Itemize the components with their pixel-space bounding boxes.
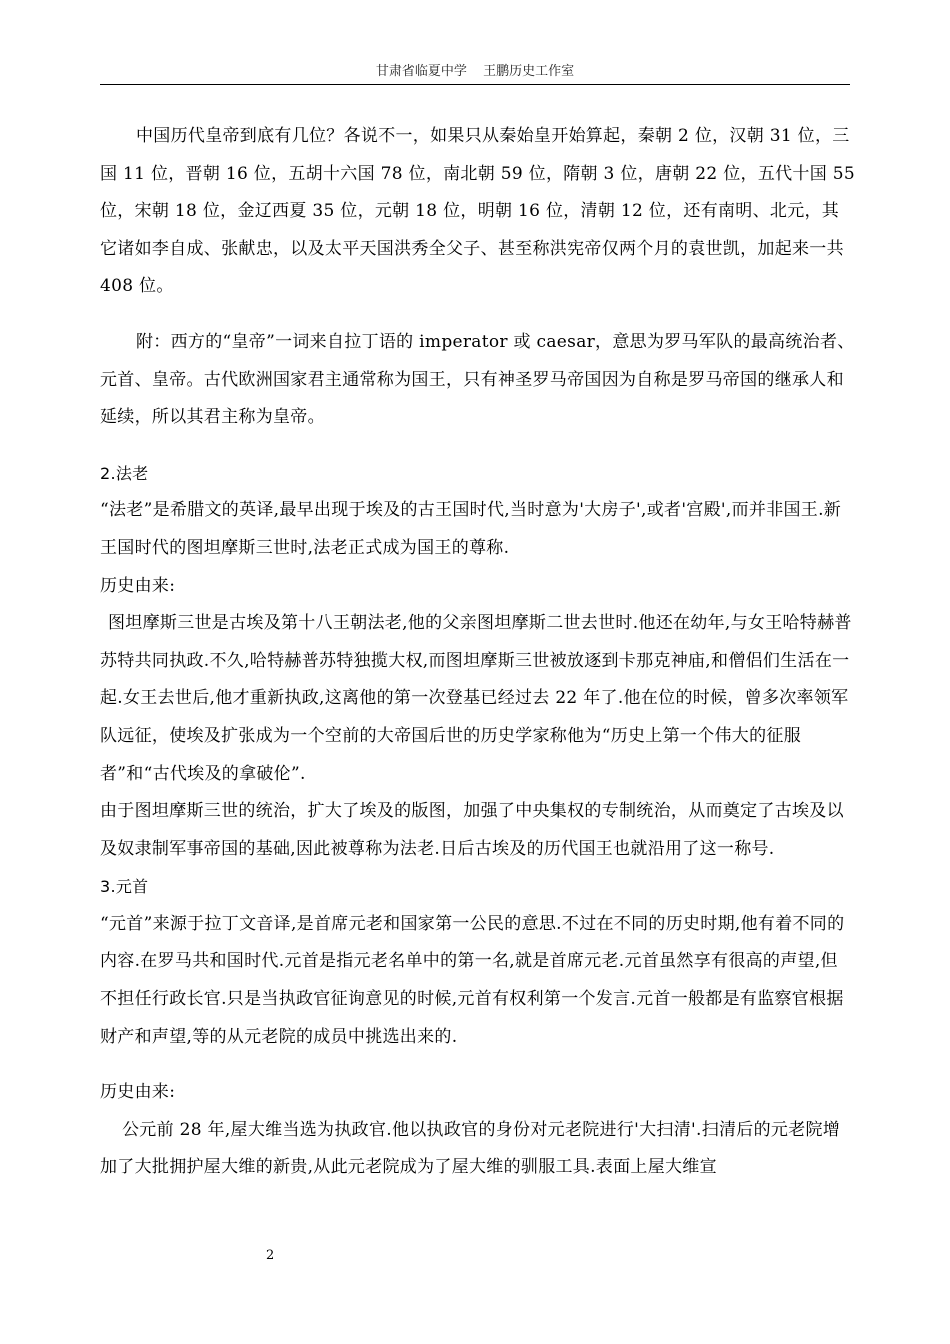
header-school: 甘肃省临夏中学 [375,64,467,79]
section-title-princeps: 3.元首 [100,877,149,897]
label-pharaoh-origin: 历史由来: [100,575,176,596]
section-title-pharaoh: 2.法老 [100,463,149,483]
document-body [100,118,855,1187]
paragraph-appendix: 附：西方的“皇帝”一词来自拉丁语的 imperator 或 caesar，意思为罗马军队的最高统治者、元首、皇帝。古代欧洲国家君主通常称为国王，只有神圣罗马帝国因为自称是罗马帝国的继承人和延续，所以其君主称为皇帝。 [100,331,855,428]
paragraph-princeps-origin: 公元前 28 年,屋大维当选为执政官.他以执政官的身份对元老院进行'大扫清'.扫清后的元老院增加了大批拥护屋大维的新贵,从此元老院成为了屋大维的驯服工具.表面上屋大维宣 [100,1119,841,1178]
paragraph-emperor-count: 中国历代皇帝到底有几位？各说不一，如果只从秦始皇开始算起，秦朝 2 位，汉朝 31 位，三国 11 位，晋朝 16 位，五胡十六国 78 位，南北朝 59 位，隋朝 3 位，唐朝 22 位，五代十国 55 位，宋朝 18 位，金辽西夏 35 位，元朝 18 位，明朝 16 位，清朝 12 位，还有南明、北元，其它诸如李自成、张献忠，以及太平天国洪秀全父子、甚至称洪宪帝仅两个月的袁世凯，加起来一共 408 位。 [100,126,855,297]
paragraph-pharaoh-definition: “法老”是希腊文的英译,最早出现于埃及的古王国时代,当时意为'大房子',或者'宫殿',而并非国王.新王国时代的图坦摩斯三世时,法老正式成为国王的尊称. [100,500,842,558]
label-princeps-origin: 历史由来: [100,1082,176,1103]
page-number: 2 [266,1248,275,1263]
paragraph-princeps-definition: “元首”来源于拉丁文音译,是首席元老和国家第一公民的意思.不过在不同的历史时期,他有着不同的内容.在罗马共和国时代.元首是指元老名单中的第一名,就是首席元老.元首虽然享有很高的声望,但不担任行政长官.只是当执政官征询意见的时候,元首有权利第一个发言.元首一般都是有监察官根据财产和声望,等的从元老院的成员中挑选出来的. [100,913,845,1047]
header-studio: 王鹏历史工作室 [483,64,575,79]
page-header [100,62,850,85]
paragraph-pharaoh-result: 由于图坦摩斯三世的统治，扩大了埃及的版图，加强了中央集权的专制统治，从而奠定了古埃及以及奴隶制军事帝国的基础,因此被尊称为法老.日后古埃及的历代国王也就沿用了这一称号. [100,801,844,859]
paragraph-pharaoh-origin: 图坦摩斯三世是古埃及第十八王朝法老,他的父亲图坦摩斯二世去世时.他还在幼年,与女王哈特赫普苏特共同执政.不久,哈特赫普苏特独揽大权,而图坦摩斯三世被放逐到卡那克神庙,和僧侣们生活在一起.女王去世后,他才重新执政,这离他的第一次登基已经过去 22 年了.他在位的时候，曾多次率领军队远征，使埃及扩张成为一个空前的大帝国后世的历史学家称他为“历史上第一个伟大的征服者”和“古代埃及的拿破伦”. [100,613,852,784]
